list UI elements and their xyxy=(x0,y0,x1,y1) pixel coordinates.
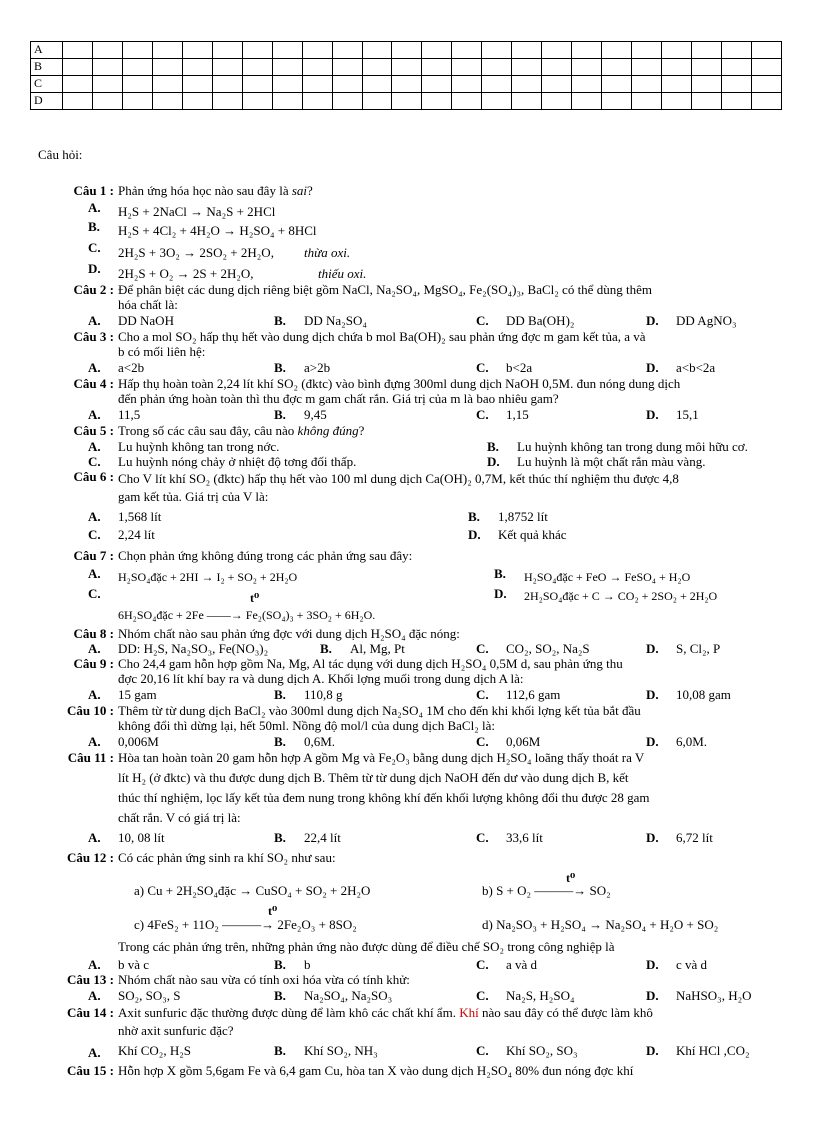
option-a: DD: H₂S, Na₂SO₃, Fe(NO₃)₂ xyxy=(118,641,269,656)
option-label: D. xyxy=(646,407,659,422)
option-label: A. xyxy=(88,200,101,215)
question-line: gam kết tủa. Giá trị của V là: xyxy=(118,489,269,504)
option-label: A. xyxy=(88,988,101,1003)
option-label: A. xyxy=(88,830,101,845)
option-label: A. xyxy=(88,641,101,656)
option-label: A. xyxy=(88,439,101,454)
option-d: Lu huỳnh là một chất rắn màu vàng. xyxy=(517,454,706,469)
option-label: B. xyxy=(274,313,286,328)
option-label: B. xyxy=(274,734,286,749)
question-number: Câu 15 : xyxy=(67,1063,114,1078)
option-label: D. xyxy=(646,641,659,656)
question-line: Axit sunfuric đặc thường được dùng để làm khô các chất khí ẩm. Khí nào sau đây có thể được làm khô xyxy=(118,1005,653,1020)
reaction-c: c) 4FeS₂ + 11O₂ ———→ 2Fe₂O₃ + 8SO₂ xyxy=(134,917,357,932)
question-line: Trong các phản ứng trên, những phản ứng nào được dùng để điều chế SO₂ trong công nghiệp là xyxy=(118,939,615,954)
option-a: H₂SO₄đặc + 2HI → I₂ + SO₂ + 2H₂O xyxy=(118,570,298,584)
option-label: A. xyxy=(88,509,101,524)
question-text: Có các phản ứng sinh ra khí SO₂ như sau: xyxy=(118,850,336,865)
option-c: 0,06M xyxy=(506,734,541,749)
option-label: C. xyxy=(476,957,489,972)
option-label: C. xyxy=(476,734,489,749)
option-label: A. xyxy=(88,1045,101,1060)
question-number: Câu 3 : xyxy=(73,329,114,344)
option-d: 2H₂S + O₂ → 2S + 2H₂O, xyxy=(118,266,254,281)
option-label: A. xyxy=(88,313,101,328)
question-number: Câu 12 : xyxy=(67,850,114,865)
question-line: Hấp thụ hoàn toàn 2,24 lít khí SO₂ (đktc) vào bình đựng 300ml dung dịch NaOH 0,5M. đun nóng dung dịch xyxy=(118,376,681,391)
option-label: B. xyxy=(274,957,286,972)
option-b: H₂SO₄đặc + FeO → FeSO₄ + H₂O xyxy=(524,570,691,584)
option-a: b và c xyxy=(118,957,150,972)
option-c-note: thừa oxi. xyxy=(304,245,351,260)
question-line: đến phản ứng hoàn toàn thì thu đợc m gam chất rắn. Giá trị của m là bao nhiêu gam? xyxy=(118,391,559,406)
question-line: b có mối liên hệ: xyxy=(118,344,206,359)
option-label: C. xyxy=(476,641,489,656)
option-d-note: thiếu oxi. xyxy=(318,266,367,281)
option-c: Na₂S, H₂SO₄ xyxy=(506,988,575,1003)
question-number: Câu 8 : xyxy=(73,626,114,641)
option-label: C. xyxy=(88,586,101,601)
option-d: Khí HCl ,CO₂ xyxy=(676,1043,750,1058)
question-number: Câu 4 : xyxy=(73,376,114,391)
option-label: D. xyxy=(646,830,659,845)
option-c: CO₂, SO₂, Na₂S xyxy=(506,641,590,656)
question-line: hóa chất là: xyxy=(118,297,178,312)
question-line: chất rắn. V có giá trị là: xyxy=(118,810,241,825)
question-line: lít H₂ (ở đktc) và thu được dung dịch B. Thêm từ từ dung dịch NaOH đến dư vào dung dịch B, kết xyxy=(118,770,629,785)
question-text: Trong số các câu sau đây, câu nào không đúng? xyxy=(118,423,365,438)
option-c: Khí SO₂, SO₃ xyxy=(506,1043,578,1058)
question-line: Cho 24,4 gam hỗn hợp gồm Na, Mg, Al tác dụng với dung dịch H₂SO₄ 0,5M d, sau phản ứng thu xyxy=(118,656,623,671)
option-d: 2H₂SO₄đặc + C → CO₂ + 2SO₂ + 2H₂O xyxy=(524,589,718,603)
option-label: A. xyxy=(88,957,101,972)
option-a: H₂S + 2NaCl → Na₂S + 2HCl xyxy=(118,204,276,219)
option-label: C. xyxy=(476,830,489,845)
option-b: Al, Mg, Pt xyxy=(350,641,405,656)
option-a: 10, 08 lít xyxy=(118,830,165,845)
option-b: 22,4 lít xyxy=(304,830,341,845)
question-line: Để phân biệt các dung dịch riêng biệt gồm NaCl, Na₂SO₄, MgSO₄, Fe₂(SO₄)₃, BaCl₂ có thể dùng thêm xyxy=(118,282,652,297)
option-label: C. xyxy=(476,1043,489,1058)
reaction-condition: t⁰ xyxy=(566,871,576,885)
option-label: B. xyxy=(274,988,286,1003)
answer-grid xyxy=(30,41,782,110)
grid-row-b xyxy=(31,59,782,76)
option-a: a<2b xyxy=(118,360,145,375)
question-text: Chọn phản ứng không đúng trong các phản ứng sau đây: xyxy=(118,548,413,563)
option-d: 10,08 gam xyxy=(676,687,731,702)
option-label: B. xyxy=(468,509,480,524)
question-number: Câu 5 : xyxy=(73,423,114,438)
question-text: Nhóm chất nào sau vừa có tính oxi hóa vừa có tính khử: xyxy=(118,972,410,987)
grid-label: B xyxy=(31,59,63,76)
option-label: B. xyxy=(88,219,100,234)
reaction-condition: t⁰ xyxy=(268,904,278,918)
option-c: Lu huỳnh nóng chảy ở nhiệt độ tơng đối thấp. xyxy=(118,454,357,469)
option-b: Na₂SO₄, Na₂SO₃ xyxy=(304,988,393,1003)
option-a: Lu huỳnh không tan trong nớc. xyxy=(118,439,280,454)
option-label: C. xyxy=(88,240,101,255)
option-d: c và d xyxy=(676,957,708,972)
option-d: DD AgNO₃ xyxy=(676,313,737,328)
question-number: Câu 2 : xyxy=(73,282,114,297)
option-c: 33,6 lít xyxy=(506,830,543,845)
option-label: B. xyxy=(274,407,286,422)
question-line: nhờ axit sunfuric đặc? xyxy=(118,1023,234,1038)
option-label: A. xyxy=(88,407,101,422)
option-b: Lu huỳnh không tan trong dung môi hữu cơ. xyxy=(517,439,748,454)
option-label: A. xyxy=(88,734,101,749)
option-d: Kết quả khác xyxy=(498,527,567,542)
option-a: 15 gam xyxy=(118,687,157,702)
option-label: A. xyxy=(88,566,101,581)
option-label: D. xyxy=(646,1043,659,1058)
option-b: 9,45 xyxy=(304,407,327,422)
option-c: b<2a xyxy=(506,360,533,375)
option-label: D. xyxy=(646,734,659,749)
option-b: DD Na₂SO₄ xyxy=(304,313,367,328)
option-label: C. xyxy=(88,454,101,469)
option-d: a<b<2a xyxy=(676,360,716,375)
option-label: C. xyxy=(476,988,489,1003)
question-line: Cho a mol SO₂ hấp thụ hết vào dung dịch chứa b mol Ba(OH)₂ sau phản ứng đợc m gam kết tủa, a và xyxy=(118,329,646,344)
option-label: C. xyxy=(476,360,489,375)
question-text: Nhóm chất nào sau phản ứng đợc với dung dịch H₂SO₄ đặc nóng: xyxy=(118,626,460,641)
option-label: C. xyxy=(88,527,101,542)
question-line: Thêm từ từ dung dịch BaCl₂ vào 300ml dung dịch Na₂SO₄ 1M cho đến khi khối lợng kết tủa bắt đầu xyxy=(118,703,641,718)
option-label: B. xyxy=(487,439,499,454)
section-heading: Câu hỏi: xyxy=(38,147,83,162)
option-label: B. xyxy=(274,687,286,702)
grid-row-a xyxy=(31,42,782,59)
option-b: H₂S + 4Cl₂ + 4H₂O → H₂SO₄ + 8HCl xyxy=(118,223,317,238)
option-d: 15,1 xyxy=(676,407,699,422)
option-label: D. xyxy=(646,988,659,1003)
option-label: B. xyxy=(494,566,506,581)
question-line: Cho V lít khí SO₂ (đktc) hấp thụ hết vào 100 ml dung dịch Ca(OH)₂ 0,7M, kết thúc thí nghiệm thu được 4,8 xyxy=(118,471,679,486)
question-text: Phản ứng hóa học nào sau đây là sai? xyxy=(118,183,313,198)
grid-row-c xyxy=(31,76,782,93)
option-b: 0,6M. xyxy=(304,734,336,749)
option-d: NaHSO₃, H₂O xyxy=(676,988,752,1003)
question-line: đợc 20,16 lít khí bay ra và dung dịch A. Khối lợng muối trong dung dịch A là: xyxy=(118,671,524,686)
option-a: 1,568 lít xyxy=(118,509,162,524)
option-d: S, Cl₂, P xyxy=(676,641,721,656)
option-b: Khí SO₂, NH₃ xyxy=(304,1043,378,1058)
option-label: D. xyxy=(88,261,101,276)
option-label: C. xyxy=(476,313,489,328)
option-label: B. xyxy=(274,360,286,375)
reaction-condition: t⁰ xyxy=(250,591,260,605)
option-c: a và d xyxy=(506,957,538,972)
option-d: 6,0M. xyxy=(676,734,708,749)
option-b: 1,8752 lít xyxy=(498,509,548,524)
reaction-d: d) Na₂SO₃ + H₂SO₄ → Na₂SO₄ + H₂O + SO₂ xyxy=(482,917,719,932)
option-d: 6,72 lít xyxy=(676,830,713,845)
grid-row-d xyxy=(31,93,782,110)
option-label: D. xyxy=(646,687,659,702)
question-number: Câu 13 : xyxy=(67,972,114,987)
option-b: b xyxy=(304,957,311,972)
option-c: 2H₂S + 3O₂ → 2SO₂ + 2H₂O, xyxy=(118,245,274,260)
option-label: D. xyxy=(646,957,659,972)
question-line: thúc thí nghiệm, lọc lấy kết tủa đem nung trong không khí đến khối lượng không đổi thu được 28 gam xyxy=(118,790,650,805)
option-label: D. xyxy=(494,586,507,601)
reaction-b: b) S + O₂ ———→ SO₂ xyxy=(482,883,611,898)
question-number: Câu 9 : xyxy=(73,656,114,671)
option-label: B. xyxy=(320,641,332,656)
option-label: A. xyxy=(88,687,101,702)
option-label: D. xyxy=(646,313,659,328)
option-c: 1,15 xyxy=(506,407,529,422)
option-label: D. xyxy=(646,360,659,375)
option-label: A. xyxy=(88,360,101,375)
question-number: Câu 10 : xyxy=(67,703,114,718)
question-number: Câu 7 : xyxy=(73,548,114,563)
question-number: Câu 14 : xyxy=(67,1005,114,1020)
reaction-a: a) Cu + 2H₂SO₄đặc → CuSO₄ + SO₂ + 2H₂O xyxy=(134,883,371,898)
option-label: B. xyxy=(274,830,286,845)
option-c: 112,6 gam xyxy=(506,687,561,702)
grid-label: A xyxy=(31,42,63,59)
option-label: D. xyxy=(468,527,481,542)
option-label: B. xyxy=(274,1043,286,1058)
grid-label: D xyxy=(31,93,63,110)
question-number: Câu 6 : xyxy=(73,469,114,484)
option-label: C. xyxy=(476,687,489,702)
option-b: 110,8 g xyxy=(304,687,343,702)
option-a: Khí CO₂, H₂S xyxy=(118,1043,191,1058)
option-a: 0,006M xyxy=(118,734,159,749)
question-number: Câu 11 : xyxy=(67,750,114,765)
option-c: DD Ba(OH)₂ xyxy=(506,313,575,328)
option-label: D. xyxy=(487,454,500,469)
question-line: Hòa tan hoàn toàn 20 gam hỗn hợp A gồm Mg và Fe₂O₃ bằng dung dịch H₂SO₄ loãng thấy thoát ra V xyxy=(118,750,645,765)
question-number: Câu 1 : xyxy=(73,183,114,198)
option-label: C. xyxy=(476,407,489,422)
question-line: Hỗn hợp X gồm 5,6gam Fe và 6,4 gam Cu, hòa tan X vào dung dịch H₂SO₄ 80% đun nóng đợc khí xyxy=(118,1063,634,1078)
question-line: không đổi thì dừng lại, hết 50ml. Nồng độ mol/l của dung dịch BaCl₂ là: xyxy=(118,718,495,733)
option-c: 2,24 lít xyxy=(118,527,155,542)
grid-label: C xyxy=(31,76,63,93)
option-b: a>2b xyxy=(304,360,331,375)
option-a: SO₂, SO₃, S xyxy=(118,988,181,1003)
option-a: DD NaOH xyxy=(118,313,174,328)
option-c: 6H₂SO₄đặc + 2Fe ——→ Fe₂(SO₄)₃ + 3SO₂ + 6H₂O. xyxy=(118,608,376,622)
option-a: 11,5 xyxy=(118,407,141,422)
